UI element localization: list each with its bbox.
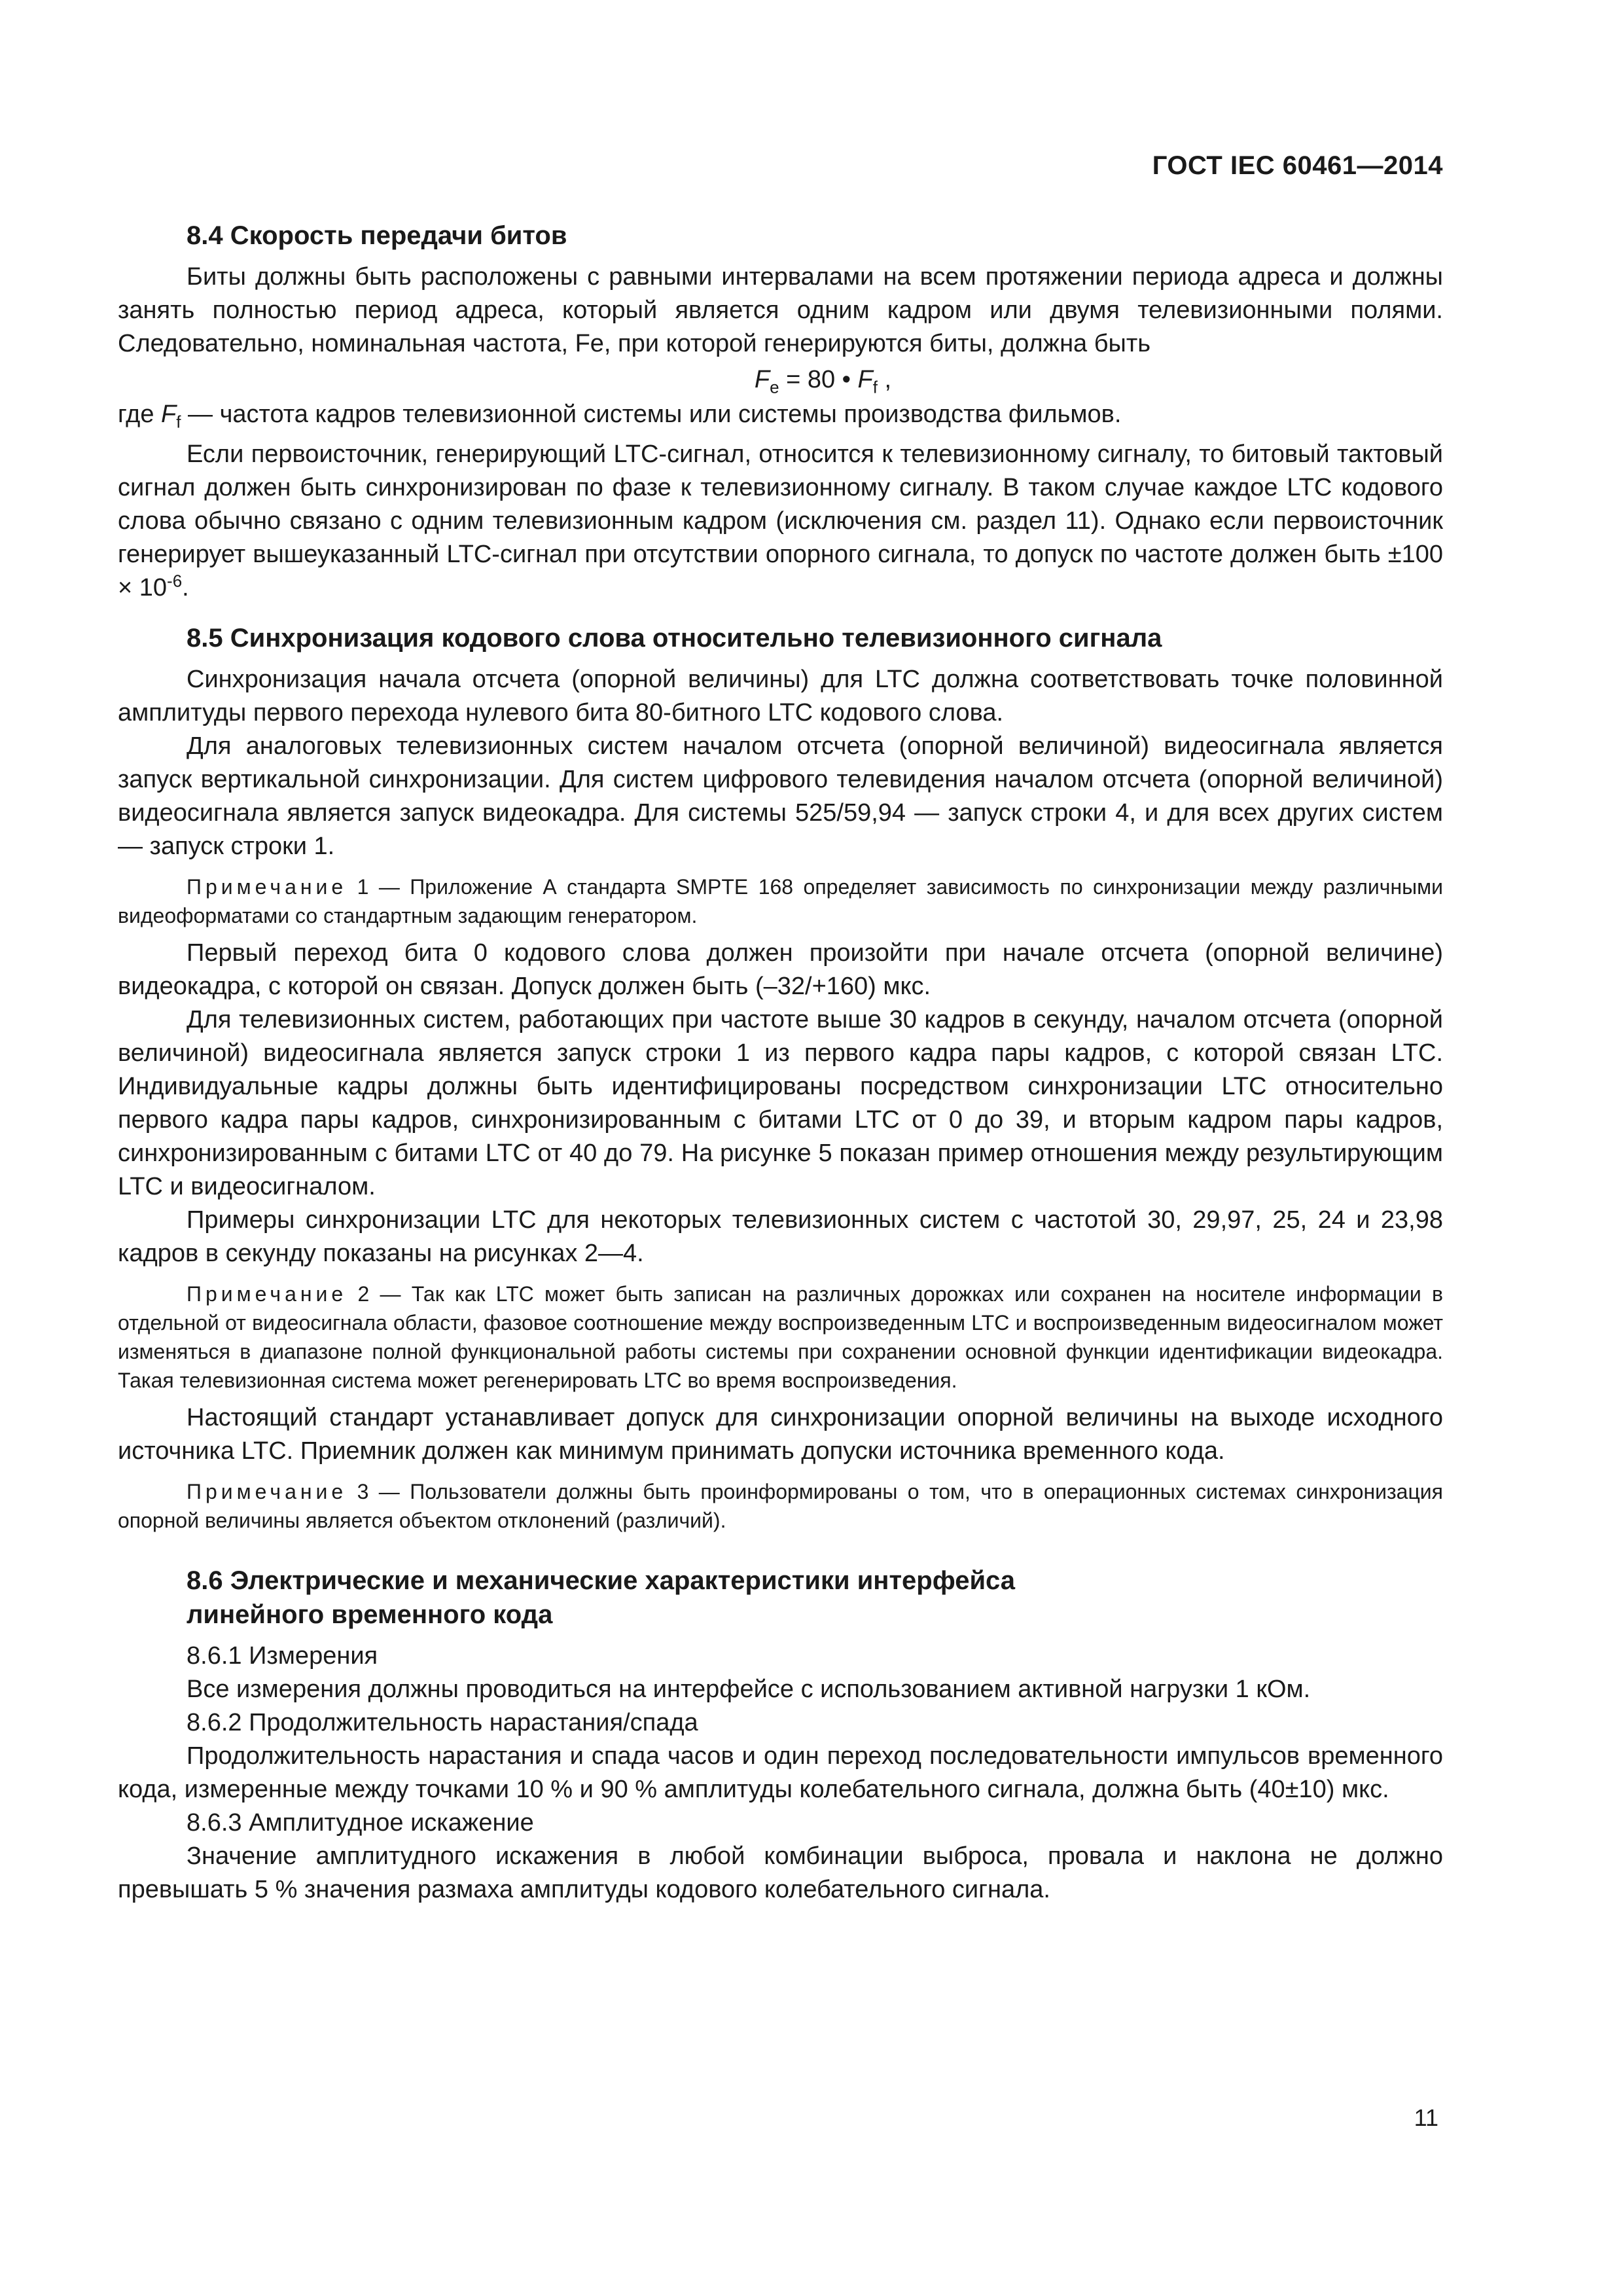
note-3-label: Примечание <box>187 1480 348 1503</box>
where-symbol-sub: f <box>176 412 181 432</box>
subsection-8-6-2-text: Продолжительность нарастания и спада часов и один переход последовательности импульсов временного кода, измеренные между точками 10 % и 90 % амплитуды колебательного сигнала, должна быть (40±10) мкс. <box>118 1742 1443 1803</box>
section-8-4-heading: 8.4 Скорость передачи битов <box>187 221 567 250</box>
exponent: -6 <box>167 571 183 591</box>
formula-lhs: F <box>754 366 770 393</box>
note-1-label: Примечание <box>187 875 348 899</box>
section-8-5-paragraph-5: Примеры синхронизации LTC для некоторых телевизионных систем с частотой 30, 29,97, 25, 24 и 23,98 кадров в секунду показаны на рисунках 2—4. <box>118 1206 1443 1267</box>
note-2 <box>118 1280 1443 1395</box>
formula-rhs-sub: f <box>872 377 878 397</box>
note-1 <box>118 872 1443 930</box>
section-8-6-heading-line-2: линейного временного кода <box>187 1600 553 1629</box>
section-8-4-paragraph-2-text: Если первоисточник, генерирующий LTC-сигнал, относится к телевизионному сигналу, то битовый тактовый сигнал должен быть синхронизирован по фазе к телевизионному сигналу. В таком случае каждое LTC кодового слова обычно связано с одним телевизионным кадром (исключения см. раздел 11). Однако если первоисточник генерирует вышеуказанный LTC-сигнал при отсутствии опорного сигнала, то допуск по частоте должен быть ±100 × 10 <box>118 440 1443 601</box>
section-8-5-heading: 8.5 Синхронизация кодового слова относительно телевизионного сигнала <box>187 624 1162 653</box>
note-3-text: 3 — Пользователи должны быть проинформированы о том, что в операционных системах синхронизация опорной величины является объектом отклонений (различий). <box>118 1480 1443 1532</box>
subsection-8-6-3-text: Значение амплитудного искажения в любой комбинации выброса, провала и наклона не должно превышать 5 % значения размаха амплитуды кодового колебательного сигнала. <box>118 1842 1443 1903</box>
subsection-8-6-1-title: 8.6.1 Измерения <box>187 1642 378 1670</box>
where-text: — частота кадров телевизионной системы или системы производства фильмов. <box>181 401 1122 428</box>
formula-mid: = 80 • <box>779 366 858 393</box>
page-content <box>118 219 1443 1907</box>
formula-lhs-sub: e <box>770 377 779 397</box>
note-2-label: Примечание <box>187 1282 348 1306</box>
section-8-5-paragraph-4: Для телевизионных систем, работающих при частоте выше 30 кадров в секунду, началом отсчета (опорной величиной) видеосигнала является запуск строки 1 из первого кадра пары кадров, с которой связан LTC. Индивидуальные кадры должны быть идентифицированы посредством синхронизации LTC относительно первого кадра пары кадров, синхронизированным с битами LTC от 0 до 39, и вторым кадром пары кадров, синхронизированным с битами LTC от 40 до 79. На рисунке 5 показан пример отношения между результирующим LTC и видеосигналом. <box>118 1006 1443 1200</box>
section-8-4-paragraph-1: Биты должны быть расположены с равными интервалами на всем протяжении периода адреса и должны занять полностью период адреса, который является одним кадром или двумя телевизионными полями. Следовательно, номинальная частота, Fe, при которой генерируются биты, должна быть <box>118 263 1443 357</box>
section-8-6-heading <box>118 1564 1443 1632</box>
bitrate-formula <box>118 363 1443 397</box>
section-8-5-paragraph-2: Для аналоговых телевизионных систем началом отсчета (опорной величиной) видеосигнала является запуск вертикальной синхронизации. Для систем цифрового телевидения началом отсчета (опорной величиной) видеосигнала является запуск видеокадра. Для системы 525/59,94 — запуск строки 4, и для всех других систем — запуск строки 1. <box>118 732 1443 860</box>
section-8-5-paragraph-6: Настоящий стандарт устанавливает допуск для синхронизации опорной величины на выходе исходного источника LTC. Приемник должен как минимум принимать допуски источника временного кода. <box>118 1404 1443 1465</box>
section-8-6-heading-line-1: 8.6 Электрические и механические характеристики интерфейса <box>187 1566 1016 1595</box>
subsection-8-6-2-title: 8.6.2 Продолжительность нарастания/спада <box>187 1709 698 1736</box>
subsection-8-6-1-text: Все измерения должны проводиться на интерфейсе с использованием активной нагрузки 1 кОм. <box>187 1676 1311 1703</box>
where-prefix: где <box>118 401 162 428</box>
formula-rhs: F <box>857 366 873 393</box>
subsection-8-6-3-title: 8.6.3 Амплитудное искажение <box>187 1809 534 1837</box>
section-8-5-paragraph-3: Первый переход бита 0 кодового слова должен произойти при начале отсчета (опорной величине) видеокадра, с которой он связан. Допуск должен быть (–32/+160) мкс. <box>118 939 1443 1000</box>
note-3 <box>118 1477 1443 1535</box>
formula-explanation <box>118 398 1443 431</box>
standard-header: ГОСТ IEC 60461—2014 <box>1152 151 1443 180</box>
page-number: 11 <box>1414 2104 1438 2131</box>
paragraph-end: . <box>182 574 189 601</box>
formula-tail: , <box>878 366 892 393</box>
where-symbol: F <box>161 401 177 428</box>
note-1-text: 1 — Приложение А стандарта SMPTE 168 определяет зависимость по синхронизации между различными видеоформатами со стандартным задающим генератором. <box>118 875 1443 927</box>
section-8-4-paragraph-2 <box>118 438 1443 605</box>
section-8-5-paragraph-1: Синхронизация начала отсчета (опорной величины) для LTC должна соответствовать точке половинной амплитуды первого перехода нулевого бита 80-битного LTC кодового слова. <box>118 666 1443 726</box>
note-2-text: 2 — Так как LTC может быть записан на различных дорожках или сохранен на носителе информации в отдельной от видеосигнала области, фазовое соотношение между воспроизведенным LTC и воспроизведенным видеосигналом может изменяться в диапазоне полной функциональной работы системы при сохранении основной функции идентификации видеокадра. Такая телевизионная система может регенерировать LTC во время воспроизведения. <box>118 1282 1443 1392</box>
